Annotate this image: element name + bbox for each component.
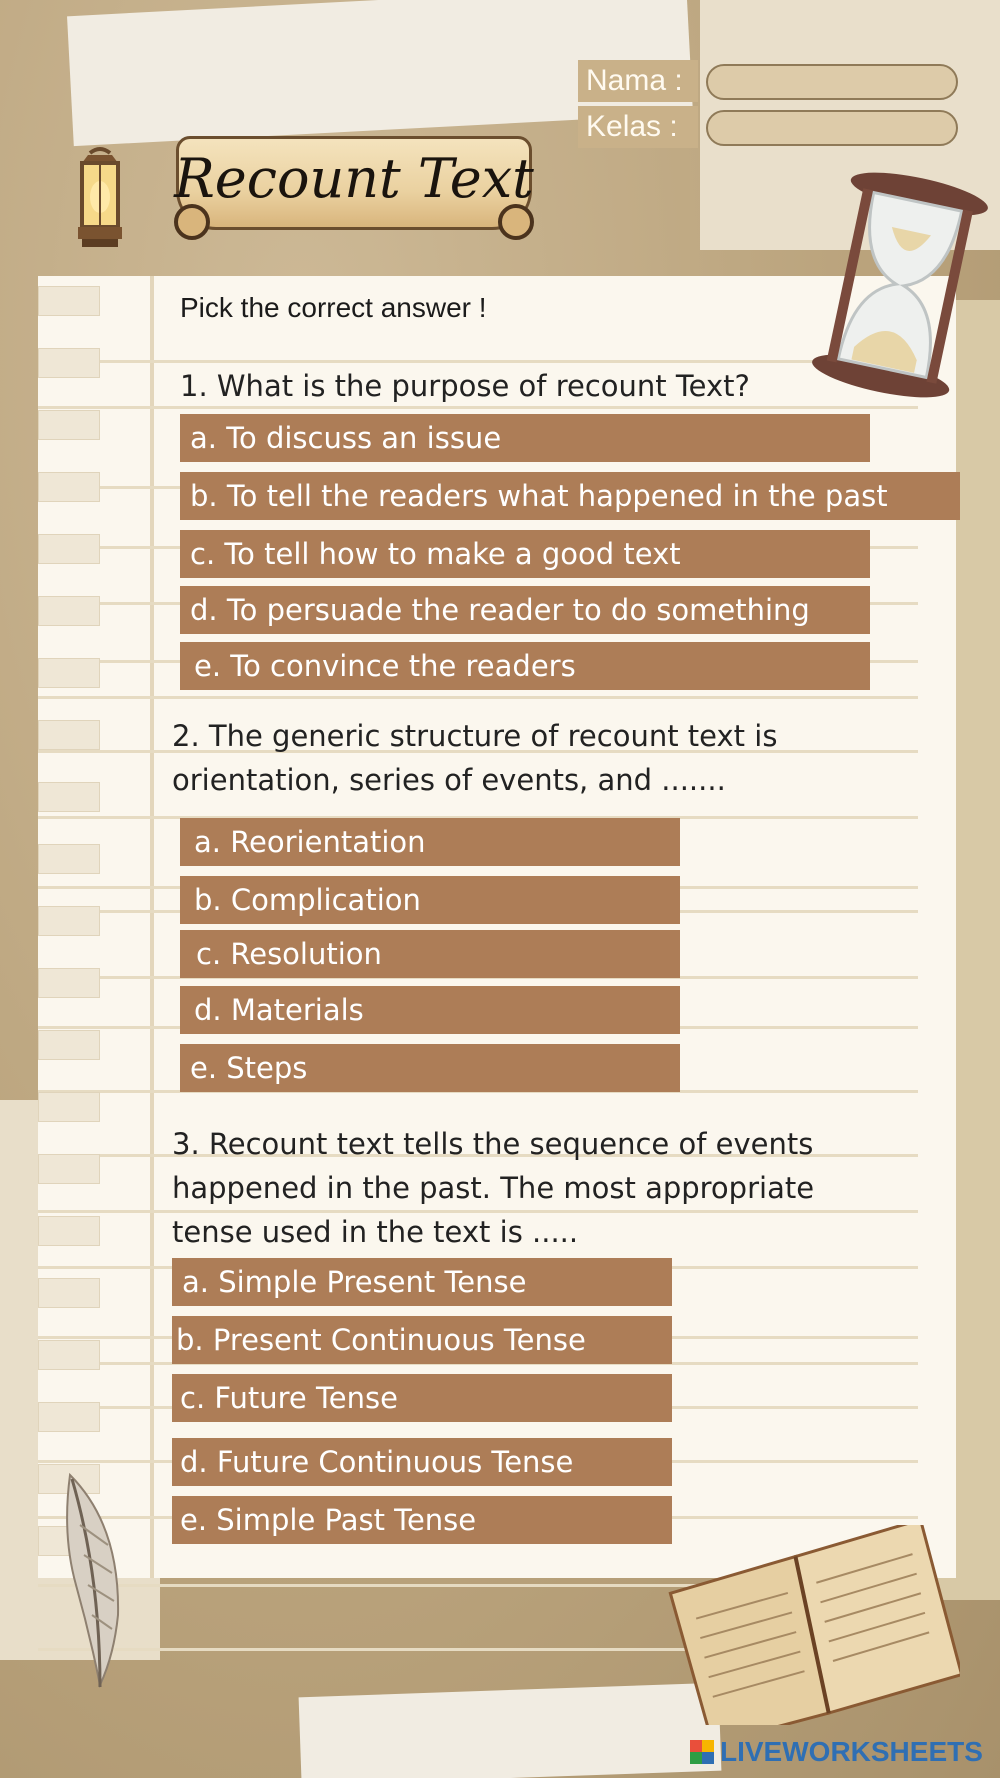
ruled-line [38, 360, 918, 363]
torn-edge-tab [38, 286, 100, 316]
hourglass-icon [810, 170, 990, 400]
liveworksheets-brand [690, 1732, 983, 1772]
torn-edge-tab [38, 1092, 100, 1122]
q1-option-e[interactable]: e. To convince the readers [180, 642, 870, 690]
torn-edge-tab [38, 1154, 100, 1184]
student-info [578, 60, 958, 150]
brand-text: LIVEWORKSHEETS [720, 1736, 983, 1767]
liveworksheets-logo-icon [690, 1740, 714, 1764]
q3-option-b[interactable]: b. Present Continuous Tense [172, 1316, 672, 1364]
q2-option-b[interactable]: b. Complication [180, 876, 680, 924]
torn-edge-tab [38, 906, 100, 936]
torn-edge-tab [38, 844, 100, 874]
name-label: Nama : [578, 60, 698, 102]
q2-option-d[interactable]: d. Materials [180, 986, 680, 1034]
page-title: Recount Text [174, 147, 534, 210]
class-input[interactable] [706, 110, 958, 146]
class-label: Kelas : [578, 106, 698, 148]
margin-line [150, 276, 154, 1578]
torn-edge-tab [38, 472, 100, 502]
q1-option-a[interactable]: a. To discuss an issue [180, 414, 870, 462]
q1-option-c[interactable]: c. To tell how to make a good text [180, 530, 870, 578]
q2-option-c[interactable]: c. Resolution [180, 930, 680, 978]
class-row [578, 106, 958, 148]
q2-option-a[interactable]: a. Reorientation [180, 818, 680, 866]
torn-edge-tab [38, 968, 100, 998]
q3-option-a[interactable]: a. Simple Present Tense [172, 1258, 672, 1306]
torn-edge-tab [38, 1278, 100, 1308]
torn-edge-tab [38, 596, 100, 626]
book-icon [660, 1525, 960, 1725]
torn-edge-tab [38, 1340, 100, 1370]
torn-edge-tab [38, 1216, 100, 1246]
q1-option-b[interactable]: b. To tell the readers what happened in the past [180, 472, 960, 520]
question-1-text: 1. What is the purpose of recount Text? [180, 369, 750, 403]
torn-edge-tab [38, 410, 100, 440]
instruction-text: Pick the correct answer ! [180, 292, 487, 323]
question-2-text: 2. The generic structure of recount text is orientation, series of events, and ....... [172, 719, 778, 797]
torn-edge-tab [38, 1402, 100, 1432]
q3-option-d[interactable]: d. Future Continuous Tense [172, 1438, 672, 1486]
newsprint-scrap-bottom [299, 1683, 722, 1778]
q3-option-e[interactable]: e. Simple Past Tense [172, 1496, 672, 1544]
title-banner [170, 130, 538, 240]
torn-edge-tab [38, 720, 100, 750]
name-input[interactable] [706, 64, 958, 100]
name-row [578, 60, 958, 102]
q2-option-e[interactable]: e. Steps [180, 1044, 680, 1092]
q3-option-c[interactable]: c. Future Tense [172, 1374, 672, 1422]
question-3-text: 3. Recount text tells the sequence of events happened in the past. The most appropriate tense used in the text is ..... [172, 1127, 815, 1249]
lantern-icon [68, 145, 132, 255]
torn-edge-tab [38, 534, 100, 564]
feather-icon [50, 1465, 140, 1695]
torn-edge-tab [38, 1030, 100, 1060]
q1-option-d[interactable]: d. To persuade the reader to do something [180, 586, 870, 634]
torn-edge-tab [38, 348, 100, 378]
torn-edge-tab [38, 658, 100, 688]
torn-edge-tab [38, 782, 100, 812]
ruled-line [38, 696, 918, 699]
